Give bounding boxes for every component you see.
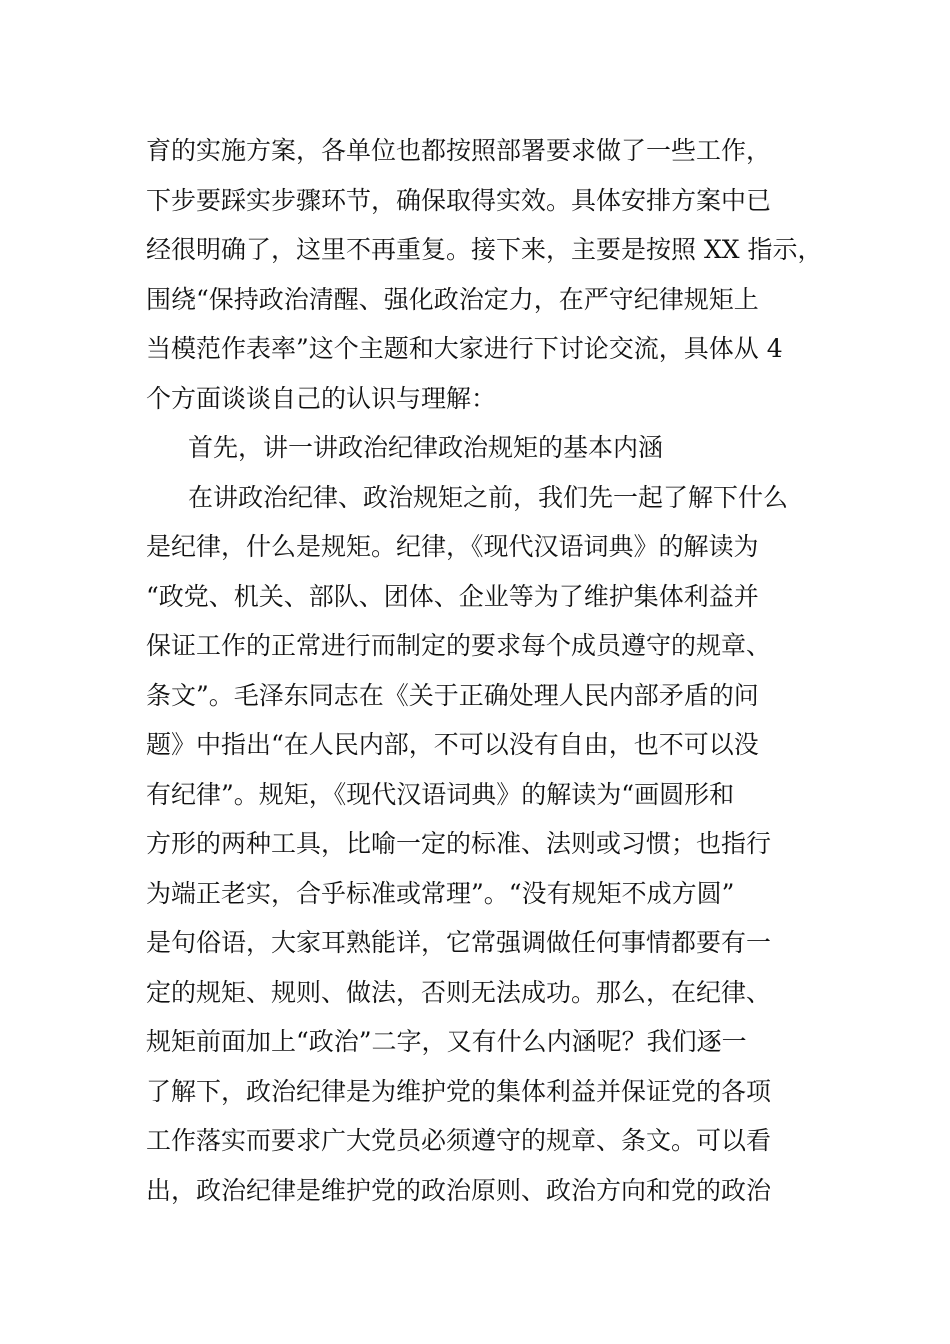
text-line-11: 保证工作的正常进行而制定的要求每个成员遵守的规章、 (146, 631, 772, 660)
body-text (146, 126, 826, 1215)
text-line-20: 了解下，政治纪律是为维护党的集体利益并保证党的各项 (146, 1076, 772, 1106)
text-line-13: 题》中指出“在人民内部，不可以没有自由，也不可以没 (146, 730, 759, 759)
text-line-22: 出，政治纪律是维护党的政治原则、政治方向和党的政治 (146, 1175, 772, 1205)
text-line-18: 定的规矩、规则、做法，否则无法成功。那么，在纪律、 (146, 977, 772, 1007)
text-line-3: 经很明确了，这里不再重复。接下来，主要是按照 XX 指示， (146, 235, 823, 264)
text-line-6: 个方面谈谈自己的认识与理解： (146, 383, 497, 413)
text-line-14: 有纪律”。规矩，《现代汉语词典》的解读为“画圆形和 (146, 779, 735, 809)
text-line-1: 育的实施方案，各单位也都按照部署要求做了一些工作， (146, 136, 772, 165)
text-line-15: 方形的两种工具，比喻一定的标准、法则或习惯；也指行 (146, 829, 772, 858)
text-line-16: 为端正老实，合乎标准或常理”。“没有规矩不成方圆” (146, 878, 735, 908)
text-line-10: “政党、机关、部队、团体、企业等为了维护集体利益并 (146, 581, 759, 611)
section-heading: 首先，讲一讲政治纪律政治规矩的基本内涵 (188, 433, 664, 462)
text-line-12: 条文”。毛泽东同志在《关于正确处理人民内部矛盾的问 (146, 680, 759, 710)
text-line-17: 是句俗语，大家耳熟能详，它常强调做任何事情都要有一 (146, 928, 772, 957)
text-line-8: 在讲政治纪律、政治规矩之前，我们先一起了解下什么 (188, 482, 789, 512)
text-line-19: 规矩前面加上“政治”二字，又有什么内涵呢？我们逐一 (146, 1027, 747, 1056)
text-line-2: 下步要踩实步骤环节，确保取得实效。具体安排方案中已 (146, 185, 772, 215)
text-line-9: 是纪律，什么是规矩。纪律，《现代汉语词典》的解读为 (146, 532, 759, 561)
text-line-5: 当模范作表率”这个主题和大家进行下讨论交流，具体从 4 (146, 334, 783, 363)
text-line-21: 工作落实而要求广大党员必须遵守的规章、条文。可以看 (146, 1126, 772, 1155)
text-line-4: 围绕“保持政治清醒、强化政治定力，在严守纪律规矩上 (146, 284, 759, 314)
